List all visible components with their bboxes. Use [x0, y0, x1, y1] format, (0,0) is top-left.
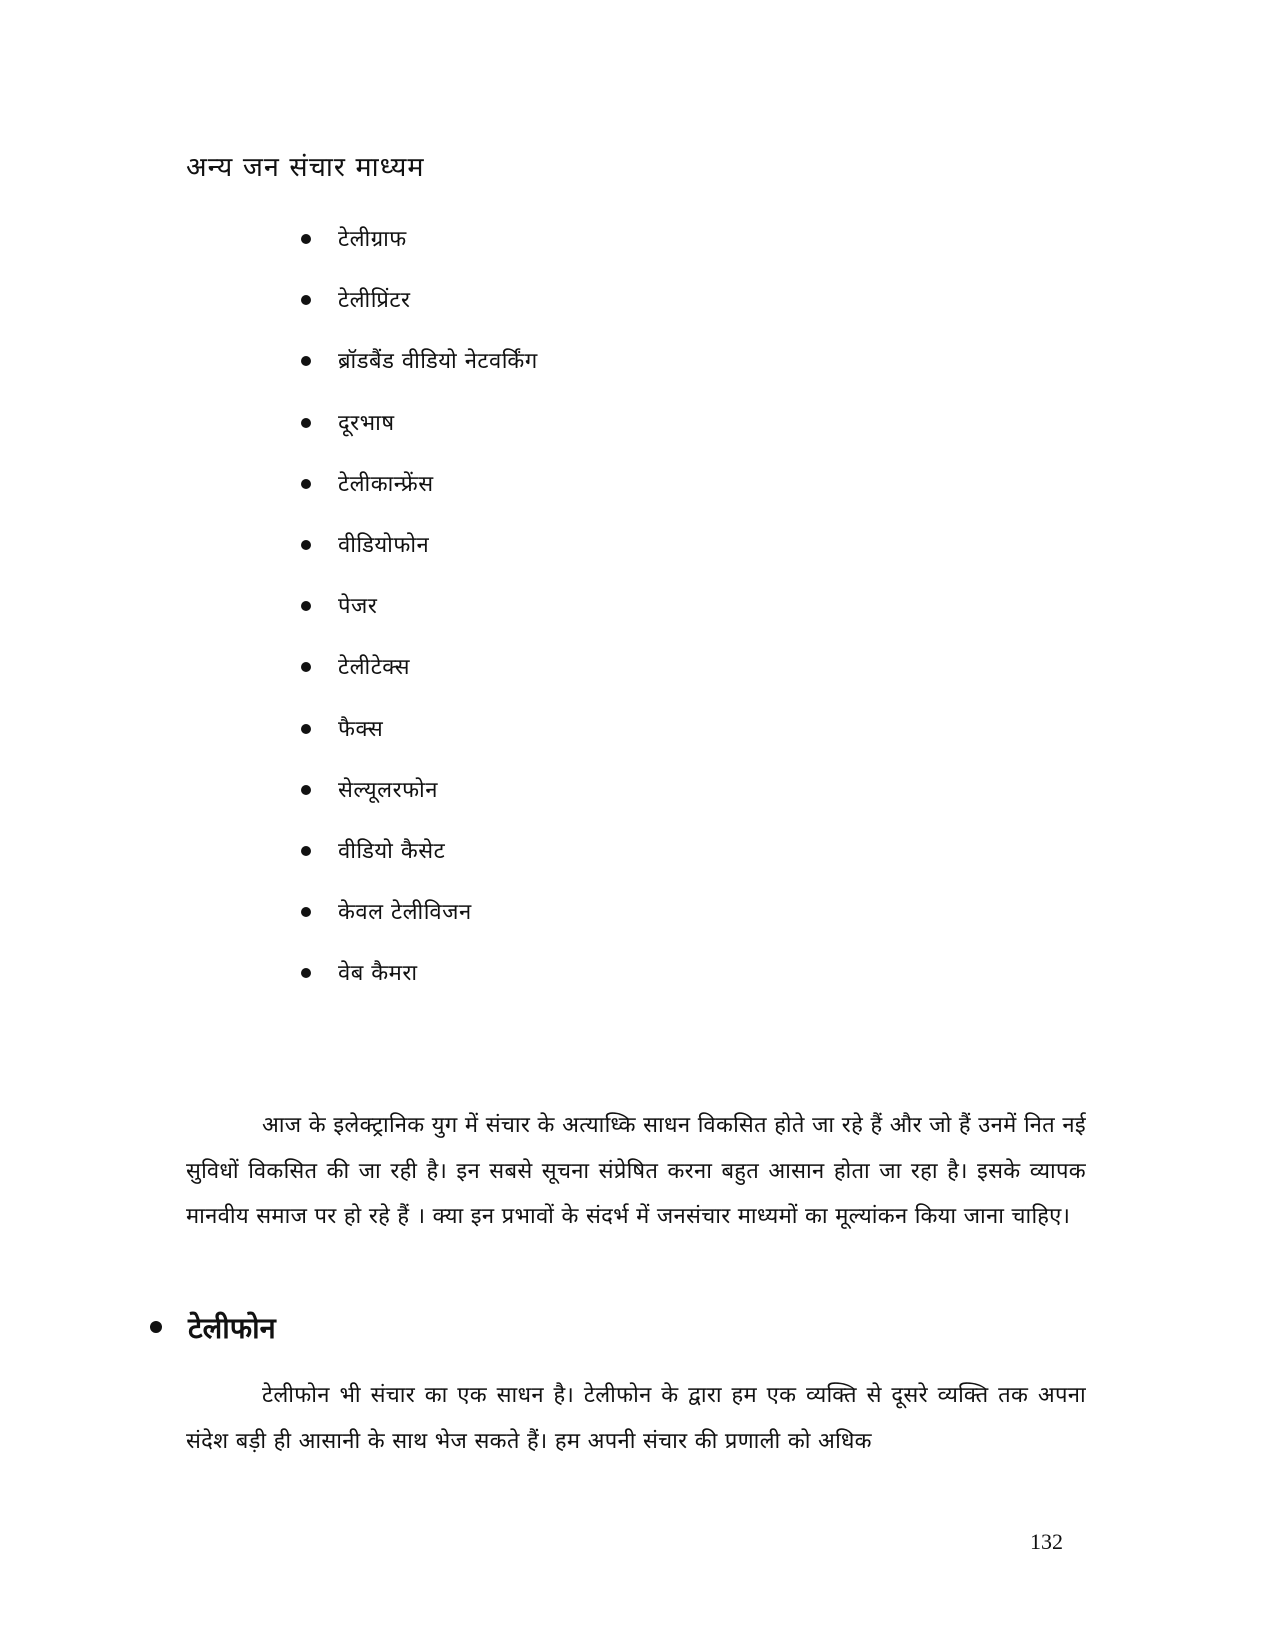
- bullet-icon: [301, 540, 311, 550]
- bullet-icon: [301, 356, 311, 366]
- bullet-icon: [301, 846, 311, 856]
- page-number: 132: [1030, 1529, 1063, 1554]
- list-item-label: वीडियोफोन: [338, 533, 430, 558]
- bullet-icon: [301, 968, 311, 978]
- bullet-icon: [301, 295, 311, 305]
- list-item-label: टेलीग्राफ: [338, 227, 407, 252]
- list-item-label: केवल टेलीविजन: [338, 900, 472, 926]
- list-item-label: पेजर: [338, 594, 378, 620]
- bullet-icon: [301, 234, 311, 244]
- list-item-label: टेलीकान्फ्रेंस: [338, 471, 434, 497]
- list-item-label: टेलीटेक्स: [338, 655, 411, 681]
- telephone-heading-label: टेलीफोन: [188, 1311, 276, 1345]
- list-item-label: टेलीप्रिंटर: [338, 288, 411, 314]
- bullet-icon: [301, 601, 311, 611]
- list-item-label: वेब कैमरा: [338, 961, 418, 987]
- bullet-icon: [150, 1321, 162, 1333]
- body-paragraph-intro: आज के इलेक्ट्रानिक युग में संचार के अत्याध्कि साधन विकसित होते जा रहे हैं और जो हैं उनमें नित नई सुविधों विकसित की जा रही है। इन सबसे सूचना संप्रेषित करना बहुत आसान होता जा रहा है। इसके व्यापक मानवीय समाज पर हो रहे हैं । क्या इन प्रभावों के संदर्भ में जनसंचार माध्यमों का मूल्यांकन किया जाना चाहिए।: [186, 1113, 1086, 1229]
- list-item-label: सेल्यूलरफोन: [338, 777, 438, 803]
- list-item-label: ब्रॉडबैंड वीडियो नेटवर्किंग: [338, 349, 538, 375]
- bullet-icon: [301, 907, 311, 917]
- list-item-label: वीडियो कैसेट: [338, 839, 446, 864]
- section-heading: अन्य जन संचार माध्यम: [186, 152, 425, 183]
- bullet-icon: [301, 479, 311, 489]
- bullet-icon: [301, 724, 311, 734]
- bullet-icon: [301, 418, 311, 428]
- list-item-label: दूरभाष: [338, 410, 395, 436]
- list-item-label: फैक्स: [338, 716, 384, 742]
- bullet-icon: [301, 662, 311, 672]
- body-paragraph-telephone: टेलीफोन भी संचार का एक साधन है। टेलीफोन के द्वारा हम एक व्यक्ति से दूसरे व्यक्ति तक अपना संदेश बड़ी ही आसानी के साथ भेज सकते हैं। हम अपनी संचार की प्रणाली को अधिक: [186, 1383, 1086, 1454]
- bullet-icon: [301, 785, 311, 795]
